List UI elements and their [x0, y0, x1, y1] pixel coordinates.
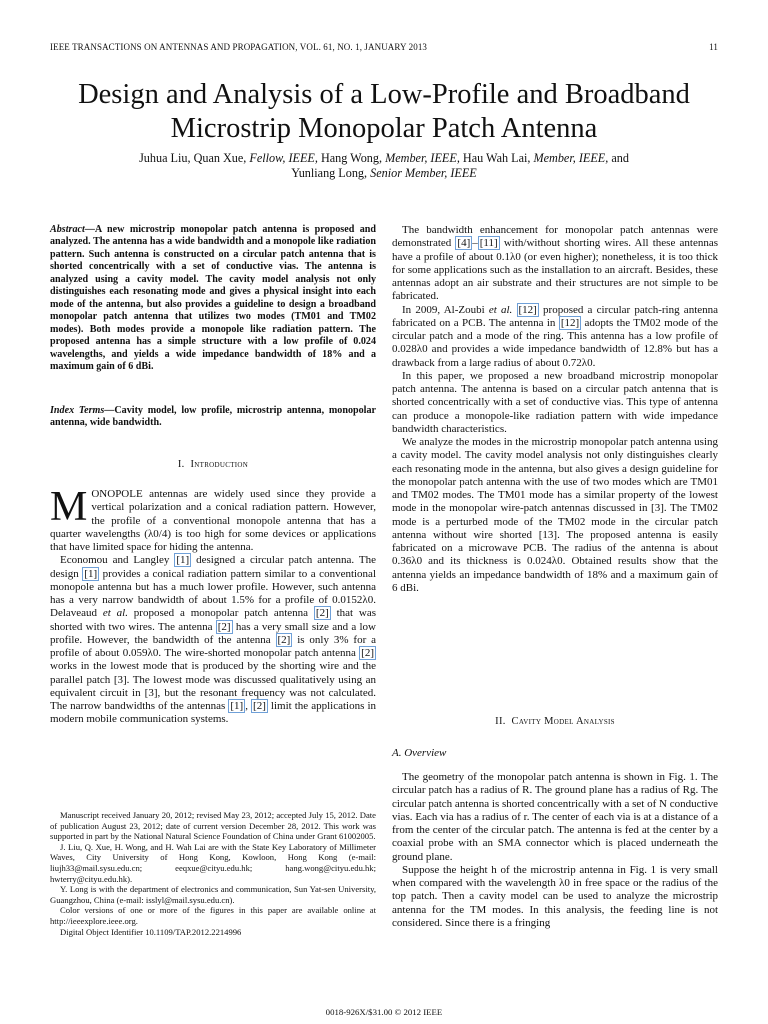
- author-1: Juhua Liu,: [139, 151, 191, 165]
- section-2-title: Cavity Model Analysis: [511, 716, 615, 727]
- index-terms: [50, 405, 376, 430]
- citation-link-2b[interactable]: [2]: [217, 620, 231, 633]
- intro-p2e: that was shorted with two wires. The antenna: [50, 607, 377, 633]
- right-p1a: The bandwidth enhancement for monopolar patch antennas were demonstrated: [392, 224, 718, 250]
- right-paragraph-2: [392, 304, 718, 370]
- right-dash: –: [472, 237, 478, 250]
- intro-p2b: designed a circular patch antenna. The design: [50, 554, 376, 580]
- paper-title: [30, 78, 738, 146]
- right-paragraph-1: [392, 224, 718, 304]
- footnote-color-versions: Color versions of one or more of the figures in this paper are available online at http://ieeexplore.ieee.org.: [50, 905, 376, 926]
- section-1-number: I.: [177, 459, 185, 470]
- footnote-affiliation-1: J. Liu, Q. Xue, H. Wong, and H. Wah Lai are with the State Key Laboratory of Millimeter Waves, City University of Hong Kong, Kowloon, Hong Kong (e-mail: liujh33@mail.sysu.edu.cn; eeqxue@cityu.edu.hk; hang.wong@cityu.edu.hk; hwterry@cityu.edu.hk).: [50, 841, 376, 884]
- journal-header: IEEE TRANSACTIONS ON ANTENNAS AND PROPAGATION, VOL. 61, NO. 1, JANUARY 2013: [50, 42, 428, 52]
- citation-link-2c[interactable]: [2]: [277, 633, 291, 646]
- overview-body: [392, 771, 718, 930]
- title-line-1: Design and Analysis of a Low-Profile and Broadband: [78, 79, 690, 110]
- footnote-doi: Digital Object Identifier 10.1109/TAP.2012.2214996: [60, 926, 242, 937]
- author-5: Yunliang Long,: [291, 166, 368, 180]
- intro-p1-text: ONOPOLE antennas are widely used since they provide a vertical polarization and a conical radiation pattern. However, the profile of a conventional monopole antenna that has a quarter wavelengths (λ0/4) is too high for some devices or applications that have limited space for hiding the antenna.: [50, 488, 376, 553]
- author-2-role: Fellow, IEEE,: [249, 151, 318, 165]
- section-1-title: Introduction: [190, 459, 249, 470]
- citation-link-2e[interactable]: [2]: [253, 700, 266, 712]
- right-p2b: proposed a circular patch-ring antenna fabricated on a PCB. The antenna in: [392, 303, 719, 329]
- citation-link-12b[interactable]: [12]: [560, 316, 580, 329]
- author-3: Hang Wong,: [320, 151, 383, 165]
- right-p2c: adopts the TM02 mode of the circular patch and a mode of the ring. This antenna has a low profile of 0.028λ0 and provides a wide impedance bandwidth of 12.8% but has a drawback from a large radius of about 0.72λ0.: [392, 316, 718, 369]
- author-and: and: [611, 151, 629, 165]
- subsection-overview: A. Overview: [392, 747, 447, 759]
- page-number: 11: [709, 42, 718, 52]
- overview-paragraph-2: Suppose the height h of the microstrip antenna in Fig. 1 is very small when compared with the wavelength λ0 in free space or the radius of the top patch. Then a cavity model can be used to analyze the microstrip antenna for the TM modes. In this analysis, the feeding line is not considered. Since there is a fringing: [392, 863, 718, 929]
- index-terms-label: Index Terms: [50, 405, 105, 416]
- right-p1b: with/without shorting wires. All these antennas have a profile of about 0.1λ0 (or even higher); nonetheless, it is too thick for some applications such as the installation to an aircraft. Besides, these antennas adopt an air substrate and their structures are not simple to be fabricated.: [392, 237, 718, 303]
- footnote-manuscript: Manuscript received January 20, 2012; revised May 23, 2012; accepted July 15, 2012. Date of publication August 23, 2012; date of current version December 28, 2012. This work was supported in part by the National Natural Science Foundation of China under Grant 61002005.: [50, 810, 376, 842]
- author-3-role: Member, IEEE,: [385, 151, 460, 165]
- intro-p2j: limit the applications in modern mobile communication systems.: [50, 700, 377, 726]
- citation-link-12[interactable]: [12]: [518, 303, 537, 316]
- abstract-label: Abstract: [50, 224, 85, 235]
- intro-p2h: works in the lowest mode that is produced by the shorting wire and the parallel patch [3]. The lowest mode was discussed qualitatively using an equivalent circuit in [3], but the resonant frequency was not calculated. The narrow bandwidths of the antennas: [50, 660, 376, 712]
- intro-p2c: provides a conical radiation pattern similar to a conventional monopole antenna but has a much lower profile. However, such antenna has a very narrow bandwidth of about 1.5% for a profile of 0.0152λ0. Delaveaud: [50, 567, 376, 620]
- intro-p2f: has a very small size and a low profile. However, the bandwidth of the antenna: [50, 620, 376, 646]
- section-heading-introduction: [50, 459, 376, 470]
- author-5-role: Senior Member, IEEE: [370, 166, 477, 180]
- section-2-number: II.: [495, 716, 506, 727]
- citation-link-2d[interactable]: [2]: [361, 647, 374, 659]
- intro-etal: et al.: [102, 607, 128, 620]
- drop-cap: M: [50, 484, 88, 530]
- right-column-body: [392, 224, 718, 595]
- author-4: Hau Wah Lai,: [462, 151, 531, 165]
- overview-paragraph-1: The geometry of the monopolar patch antenna is shown in Fig. 1. The circular patch has a radius of R. The ground plane has a radius of Rg. The circular patch antenna is shorted concentrically with a set of N conductive vias. Each via has a radius of r. The center of each via is at a distance of a from the center of the circular patch. The antenna is fed at the center by a coaxial probe with an SMA connector which is placed underneath the ground plane.: [392, 771, 718, 863]
- citation-link-1[interactable]: [1]: [176, 554, 190, 567]
- citation-link-2[interactable]: [2]: [315, 607, 329, 620]
- intro-p2g: is only 3% for a profile of about 0.059λ0. The wire-shorted monopolar patch antenna: [50, 633, 376, 659]
- citation-link-1b[interactable]: [1]: [84, 567, 98, 580]
- intro-p2i: ,: [245, 700, 252, 712]
- citation-link-11[interactable]: [11]: [479, 237, 498, 250]
- copyright-footer: 0018-926X/$31.00 © 2012 IEEE: [325, 1007, 443, 1017]
- intro-paragraph-1: [50, 484, 376, 554]
- section-heading-cavity-model: [392, 716, 718, 727]
- title-line-2: Microstrip Monopolar Patch Antenna: [170, 113, 598, 144]
- abstract: [50, 224, 376, 373]
- right-paragraph-4: We analyze the modes in the microstrip monopolar patch antenna using a cavity model. The cavity model analysis not only distinguishes clearly each resonating mode in the antenna, but also gives a design guideline for the monopolar patch antenna with the use of two modes which are TM01 and TM02 modes. The TM01 mode has a similar property of the lowest mode in the monopolar wire-patch antennas discussed in [3]. The TM02 mode is a perturbed mode of the TM02 mode in the circular patch antenna without wire shorted [13]. The proposed antenna is easily fabricated on a microwave PCB. The radius of the antenna is about 0.36λ0 and its thickness is 0.024λ0. Obtained results show that the antenna yields an impedance bandwidth of 18% and a maximum gain of 6 dBi.: [392, 436, 718, 594]
- author-4-role: Member, IEEE,: [533, 151, 609, 165]
- citation-link-4[interactable]: [4]: [457, 237, 471, 250]
- right-p2a: In 2009, Al-Zoubi: [402, 303, 489, 316]
- introduction-body: [50, 484, 377, 727]
- right-etal: et al.: [488, 303, 513, 316]
- intro-p2d: proposed a monopolar patch antenna: [127, 607, 314, 620]
- intro-p2a: Economou and Langley: [60, 554, 175, 567]
- citation-link-1c[interactable]: [1]: [230, 700, 244, 712]
- running-header: [50, 42, 718, 56]
- intro-paragraph-2: [50, 554, 376, 726]
- author-2: Quan Xue,: [193, 151, 247, 165]
- author-list: [40, 151, 728, 181]
- footnote-affiliation-2: Y. Long is with the department of electronics and communication, Sun Yat-sen University, Guangzhou, China (e-mail: isslyl@mail.sysu.edu.cn).: [50, 884, 376, 905]
- abstract-text: —A new microstrip monopolar patch antenna is proposed and analyzed. The antenna has a wide bandwidth and a monopole like radiation pattern. Such antenna is constructed on a circular patch antenna that is shorted concentrically with a set of conductive vias. The antenna is analyzed using a cavity model. The cavity model analysis not only distinguishes each resonating mode and gives a physical insight into each mode of the antenna, but also provides a guideline to design a broadband monopolar patch antenna that utilizes two modes (TM01 and TM02 modes). Both modes provide a monopole like radiation pattern. The proposed antenna has a simple structure with a low profile of 0.024 wavelengths, and yields a wide impedance bandwidth of 18% and a maximum gain of 6 dBi.: [50, 224, 376, 372]
- index-terms-text: —Cavity model, low profile, microstrip antenna, monopolar antenna, wide bandwidth.: [50, 405, 376, 429]
- right-paragraph-3: In this paper, we proposed a new broadband microstrip monopolar patch antenna. The antenna is based on a circular patch antenna that is shorted concentrically with a set of conductive vias. This type of antenna can produce a monopole-like radiation pattern with wide impedance bandwidth characteristics.: [392, 369, 718, 435]
- footnotes: [50, 810, 376, 937]
